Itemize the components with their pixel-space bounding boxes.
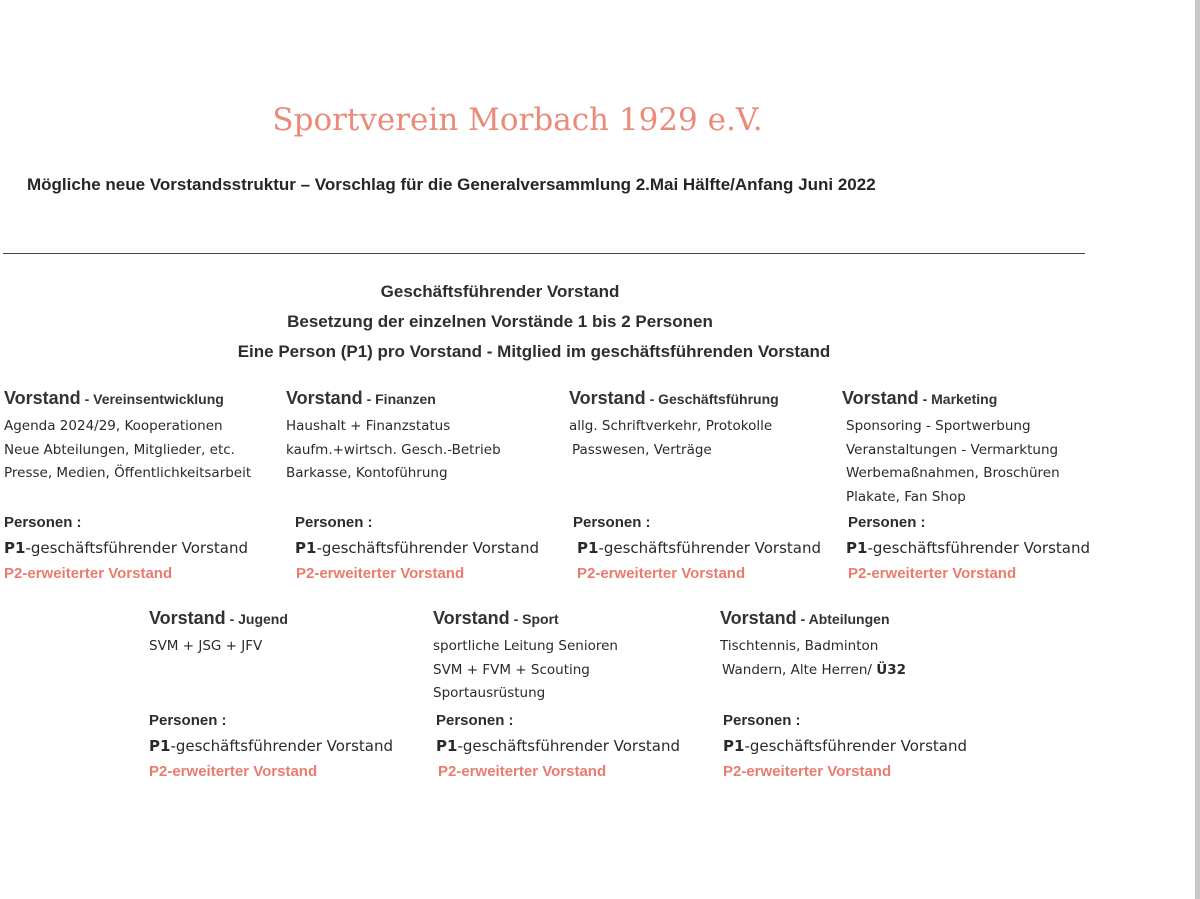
- p1-code: P1: [295, 539, 317, 557]
- task-item: [722, 659, 990, 683]
- person-1: [577, 535, 839, 561]
- board-subtitle: - Jugend: [225, 611, 288, 627]
- p1-code: P1: [149, 737, 171, 755]
- persons-label: Personen :: [295, 514, 373, 531]
- person-1: [295, 535, 556, 561]
- board-subtitle: - Vereinsentwicklung: [80, 391, 224, 407]
- task-item: SVM + FVM + Scouting: [433, 661, 590, 678]
- task-list: [569, 415, 839, 511]
- task-list: [433, 635, 703, 709]
- task-list: [4, 415, 274, 511]
- board-title: Vorstand: [286, 388, 363, 408]
- task-list: [846, 415, 1112, 511]
- page-title: Sportverein Morbach 1929 e.V.: [272, 102, 763, 138]
- scan-edge: [1195, 0, 1200, 899]
- task-list: [149, 635, 419, 709]
- p1-role: -geschäftsführender Vorstand: [744, 737, 967, 755]
- p1-role: -geschäftsführender Vorstand: [25, 539, 248, 557]
- board-marketing: [842, 388, 1112, 587]
- page-subtitle: Mögliche neue Vorstandsstruktur – Vorschlag für die Generalversammlung 2.Mai Hälfte/Anfang Juni 2022: [27, 175, 876, 194]
- person-1: [149, 733, 419, 759]
- task-item: Presse, Medien, Öffentlichkeitsarbeit: [4, 465, 252, 481]
- board-title: Vorstand: [433, 608, 510, 628]
- persons-label: Personen :: [436, 712, 514, 729]
- task-item: Plakate, Fan Shop: [846, 488, 966, 505]
- section-line-2: Besetzung der einzelnen Vorstände 1 bis 2 Personen: [287, 312, 713, 331]
- persons-label: Personen :: [848, 514, 926, 531]
- p1-code: P1: [846, 539, 868, 557]
- p1-code: P1: [4, 539, 26, 557]
- board-title: Vorstand: [4, 388, 81, 408]
- task-item: Haushalt + Finanzstatus: [286, 418, 451, 434]
- task-text: Wandern, Alte Herren/: [722, 661, 877, 678]
- person-1: [723, 733, 990, 759]
- board-subtitle: - Marketing: [918, 391, 998, 407]
- board-jugend: [149, 608, 419, 785]
- task-item: SVM + JSG + JFV: [149, 638, 263, 654]
- task-item: Barkasse, Kontoführung: [286, 465, 448, 481]
- persons-label: Personen :: [573, 514, 651, 531]
- board-subtitle: - Geschäftsführung: [645, 391, 779, 407]
- person-1: [4, 535, 274, 561]
- p1-role: -geschäftsführender Vorstand: [457, 737, 680, 755]
- task-item: allg. Schriftverkehr, Protokolle: [569, 418, 773, 434]
- persons-label: Personen :: [723, 712, 801, 729]
- task-item: Agenda 2024/29, Kooperationen: [4, 418, 223, 434]
- persons-label: Personen :: [149, 712, 227, 729]
- person-2: P2-erweiterter Vorstand: [296, 565, 465, 582]
- task-item: Tischtennis, Badminton: [720, 638, 879, 654]
- task-item: Sponsoring - Sportwerbung: [846, 418, 1031, 434]
- p1-code: P1: [577, 539, 599, 557]
- p1-code: P1: [436, 737, 458, 755]
- task-list: [286, 415, 556, 511]
- task-item: sportliche Leitung Senioren: [433, 638, 618, 654]
- board-subtitle: - Finanzen: [362, 391, 436, 407]
- board-finanzen: [286, 388, 556, 587]
- board-subtitle: - Sport: [509, 611, 559, 627]
- board-abteilungen: [720, 608, 990, 785]
- board-subtitle: - Abteilungen: [796, 611, 890, 627]
- person-2: P2-erweiterter Vorstand: [723, 763, 892, 780]
- board-title: Vorstand: [149, 608, 226, 628]
- task-item: Veranstaltungen - Vermarktung: [846, 441, 1059, 458]
- task-item: Neue Abteilungen, Mitglieder, etc.: [4, 441, 235, 458]
- divider: [3, 253, 1085, 254]
- p1-code: P1: [723, 737, 745, 755]
- person-1: [436, 733, 703, 759]
- task-item: Passwesen, Verträge: [572, 441, 712, 458]
- board-title: Vorstand: [569, 388, 646, 408]
- board-geschaeftsfuehrung: [569, 388, 839, 587]
- task-item: Werbemaßnahmen, Broschüren: [846, 465, 1060, 481]
- person-1: [846, 535, 1112, 561]
- task-item: Sportausrüstung: [433, 685, 546, 701]
- person-2: P2-erweiterter Vorstand: [438, 763, 607, 780]
- task-list: [720, 635, 990, 709]
- person-2: P2-erweiterter Vorstand: [577, 565, 746, 582]
- p1-role: -geschäftsführender Vorstand: [316, 539, 539, 557]
- board-sport: [433, 608, 703, 785]
- p1-role: -geschäftsführender Vorstand: [598, 539, 821, 557]
- person-2: P2-erweiterter Vorstand: [848, 565, 1017, 582]
- person-2: P2-erweiterter Vorstand: [4, 565, 173, 582]
- board-title: Vorstand: [720, 608, 797, 628]
- p1-role: -geschäftsführender Vorstand: [867, 539, 1090, 557]
- task-highlight: Ü32: [876, 661, 906, 678]
- person-2: P2-erweiterter Vorstand: [149, 763, 318, 780]
- section-heading: Geschäftsführender Vorstand: [380, 282, 620, 301]
- persons-label: Personen :: [4, 514, 82, 531]
- section-line-3: Eine Person (P1) pro Vorstand - Mitglied im geschäftsführenden Vorstand: [237, 342, 831, 361]
- board-vereinsentwicklung: [4, 388, 274, 587]
- task-item: kaufm.+wirtsch. Gesch.-Betrieb: [286, 441, 501, 458]
- p1-role: -geschäftsführender Vorstand: [170, 737, 393, 755]
- board-title: Vorstand: [842, 388, 919, 408]
